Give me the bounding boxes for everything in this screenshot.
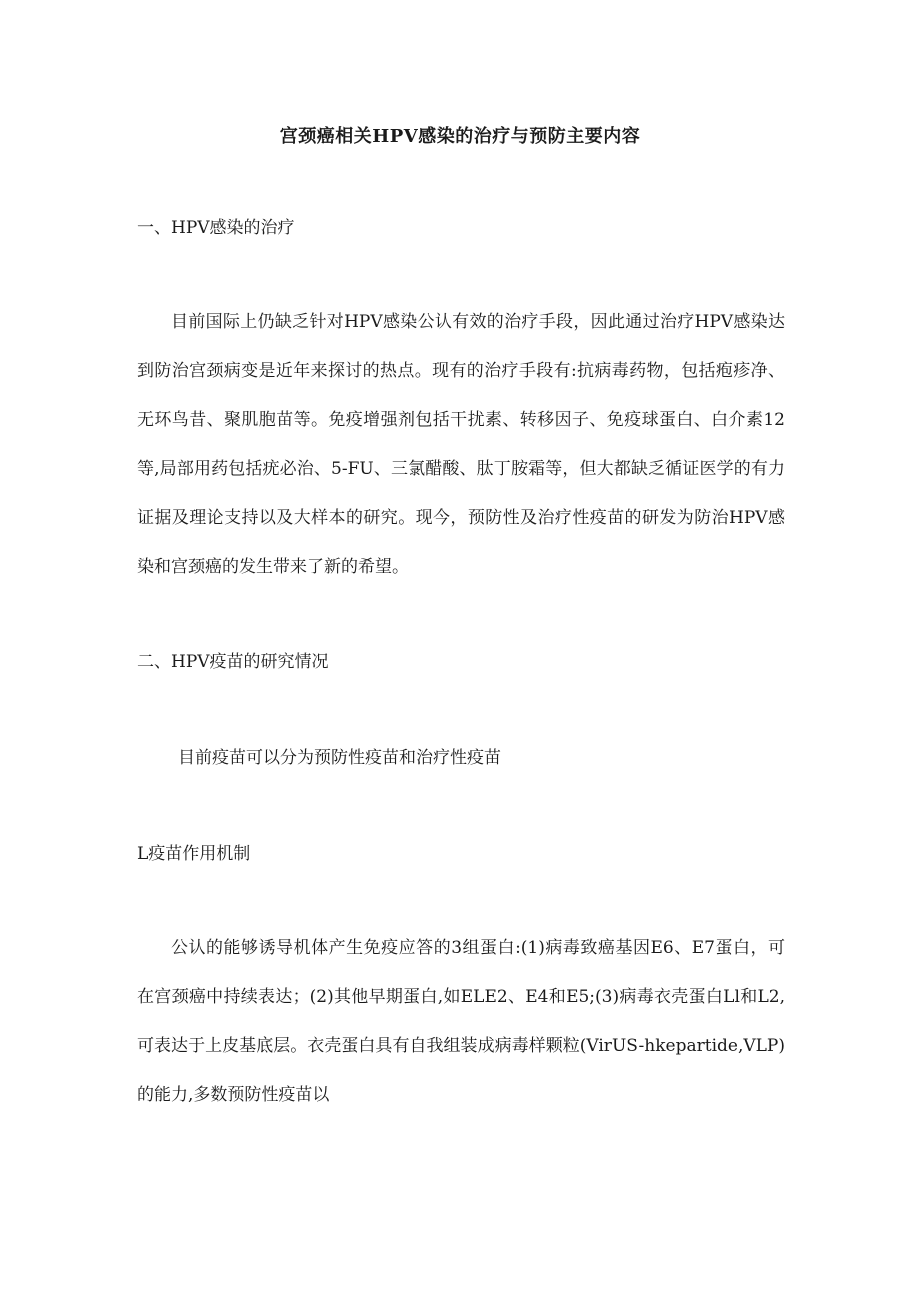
section-2-heading: 二、HPV疫苗的研究情况	[137, 652, 329, 672]
section-1-heading: 一、HPV感染的治疗	[137, 218, 295, 238]
section-2-paragraph: 公认的能够诱导机体产生免疫应答的3组蛋白:(1)病毒致癌基因E6、E7蛋白，可在宫颈癌中持续表达；(2)其他早期蛋白,如ELE2、E4和E5;(3)病毒衣壳蛋白Ll和L2,可表达于上皮基底层。衣壳蛋白具有自我组装成病毒样颗粒(VirUS-hkepartide,VLP)的能力,多数预防性疫苗以	[137, 938, 785, 1105]
section-1-paragraph: 目前国际上仍缺乏针对HPV感染公认有效的治疗手段，因此通过治疗HPV感染达到防治宫颈病变是近年来探讨的热点。现有的治疗手段有:抗病毒药物，包括疱疹净、无环鸟昔、聚肌胞苗等。免疫增强剂包括干扰素、转移因子、免疫球蛋白、白介素12等,局部用药包括疣必治、5-FU、三氯醋酸、肽丁胺霜等，但大都缺乏循证医学的有力证据及理论支持以及大样本的研究。现今，预防性及治疗性疫苗的研发为防治HPV感染和宫颈癌的发生带来了新的希望。	[137, 312, 785, 577]
document-title: 宫颈癌相关HPV感染的治疗与预防主要内容	[279, 126, 641, 147]
section-2-intro: 目前疫苗可以分为预防性疫苗和治疗性疫苗	[178, 748, 501, 768]
subsection-heading: L疫苗作用机制	[137, 844, 251, 864]
